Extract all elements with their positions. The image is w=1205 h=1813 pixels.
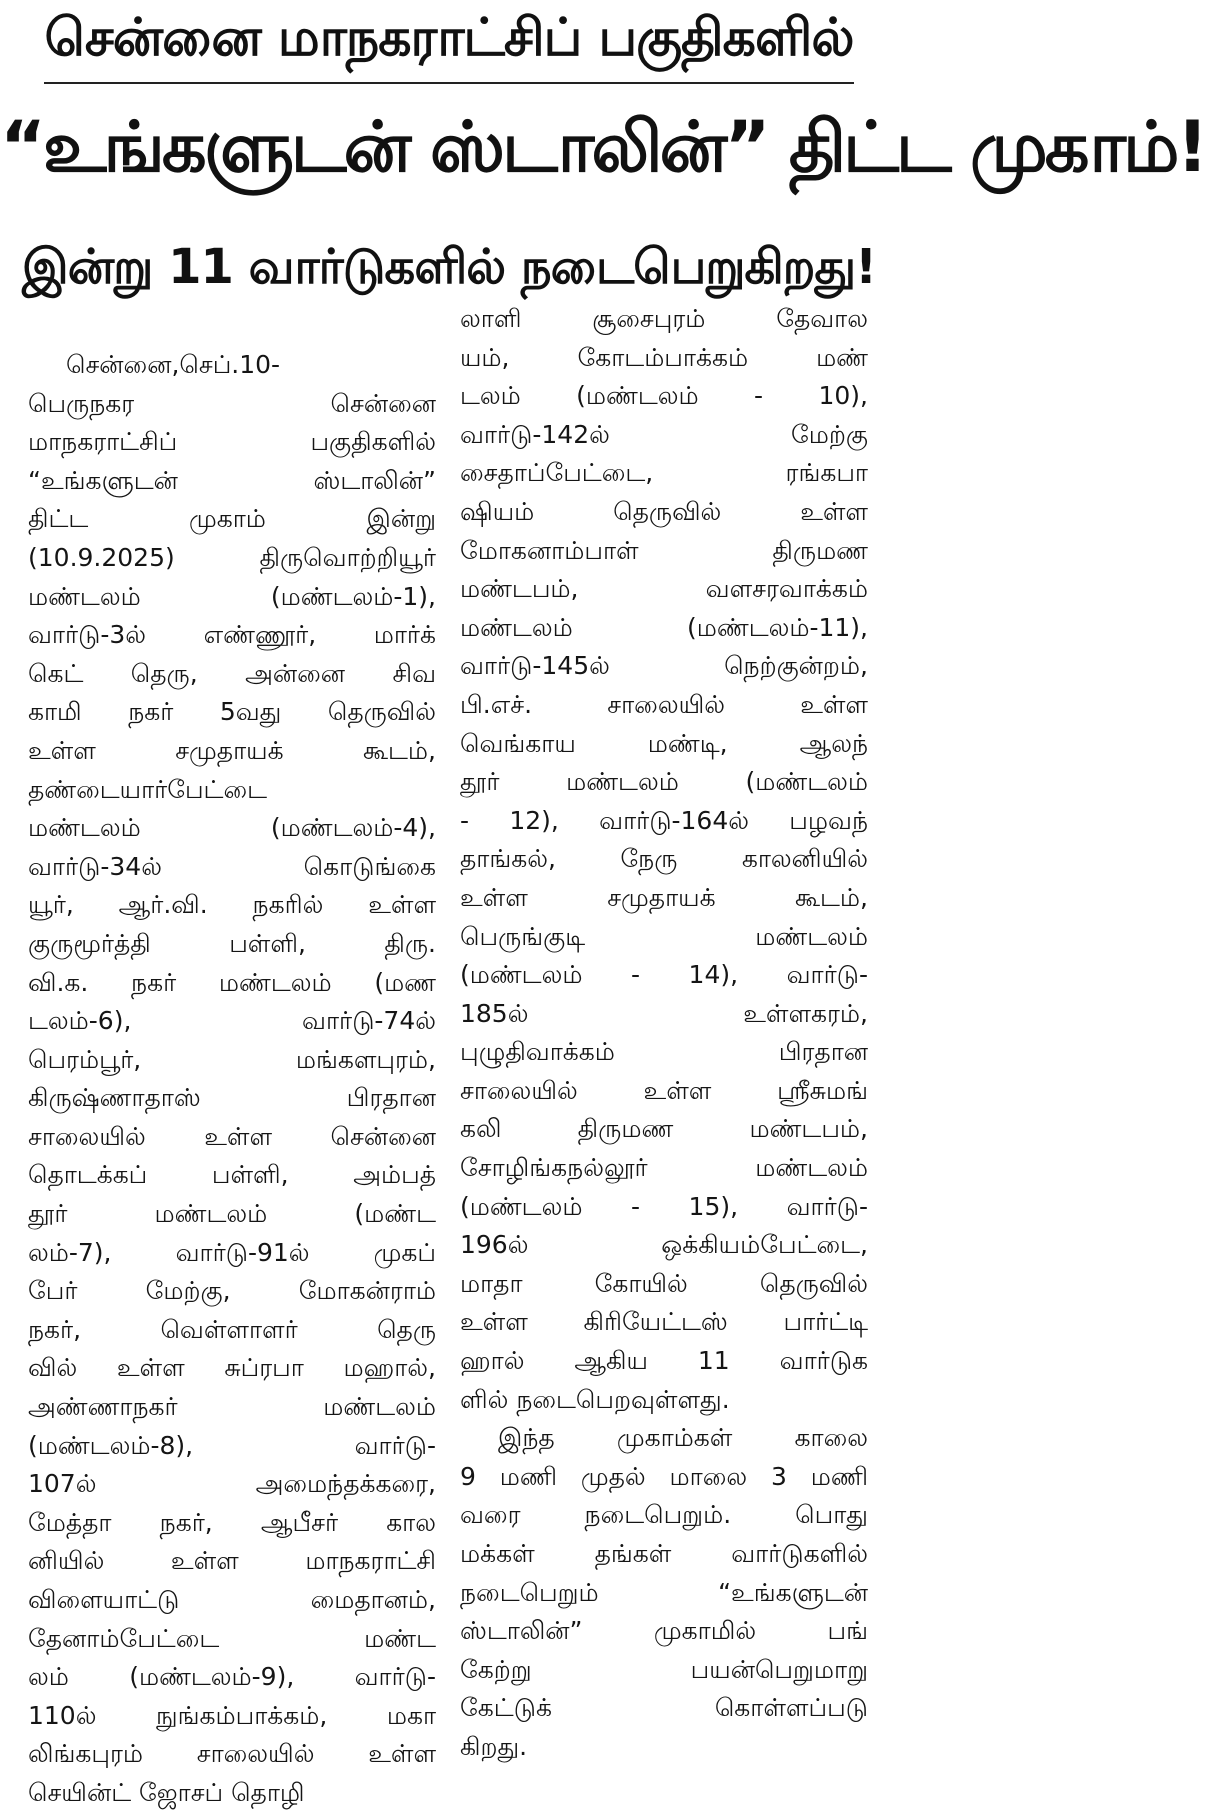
article-line: பெருநகர சென்னை [28, 388, 436, 418]
article-line: பி.எச். சாலையில் உள்ள [460, 689, 868, 719]
article-line: செயின்ட் ஜோசப் தொழி [28, 1777, 305, 1807]
article-line: மண்டலம் (மண்டலம்-11), [460, 612, 868, 642]
article-line: ஹால் ஆகிய 11 வார்டுக [460, 1346, 868, 1376]
article-line: மண்டலம் (மண்டலம்-1), [28, 581, 436, 611]
article-line: மண்டபம், வளசரவாக்கம் [460, 574, 868, 604]
article-line: வெங்காய மண்டி, ஆலந் [460, 728, 868, 758]
headline-kicker: சென்னை மாநகராட்சிப் பகுதிகளில் [44, 8, 854, 68]
article-line: யம், கோடம்பாக்கம் மண் [460, 342, 868, 372]
article-line: லாளி சூசைபுரம் தேவால [460, 304, 868, 333]
article-line: ஷியம் தெருவில் உள்ள [460, 496, 868, 526]
article-line: (மண்டலம் - 14), வார்டு- [460, 960, 868, 990]
article-line: (மண்டலம் - 15), வார்டு- [460, 1191, 868, 1221]
headline-rule [44, 82, 854, 84]
article-line: வார்டு-145ல் நெற்குன்றம், [460, 651, 868, 681]
article-line: கேற்று பயன்பெறுமாறு [460, 1654, 868, 1684]
article-line: லம் (மண்டலம்-9), வார்டு- [28, 1662, 436, 1692]
article-line: நடைபெறும் “உங்களுடன் [460, 1577, 868, 1607]
article-line: லம்-7), வார்டு-91ல் முகப் [28, 1237, 436, 1267]
article-line: லிங்கபுரம் சாலையில் உள்ள [28, 1739, 436, 1769]
article-line: 196ல் ஒக்கியம்பேட்டை, [460, 1230, 868, 1260]
article-line: கலி திருமண மண்டபம், [460, 1114, 868, 1144]
article-line: கேட்டுக் கொள்ளப்படு [460, 1693, 868, 1723]
article-line: தூர் மண்டலம் (மண்ட [28, 1199, 436, 1229]
article-line: கிறது. [460, 1731, 528, 1761]
article-line: பெருங்குடி மண்டலம் [460, 921, 868, 951]
article-column-left [28, 346, 436, 1813]
article-line: பேர் மேற்கு, மோகன்ராம் [28, 1276, 436, 1306]
article-line: வார்டு-142ல் மேற்கு [460, 419, 868, 449]
article-line: அண்ணாநகர் மண்டலம் [28, 1392, 436, 1422]
article-line: கிருஷ்ணாதாஸ் பிரதான [28, 1083, 436, 1113]
article-line: புழுதிவாக்கம் பிரதான [460, 1037, 868, 1067]
article-line: தூர் மண்டலம் (மண்டலம் [460, 767, 868, 797]
article-line: மோகனாம்பாள் திருமண [460, 535, 868, 565]
article-line: கெட் தெரு, அன்னை சிவ [28, 658, 436, 688]
article-line: னியில் உள்ள மாநகராட்சி [28, 1546, 436, 1576]
article-line: 185ல் உள்ளகரம், [460, 998, 868, 1028]
article-line: 9 மணி முதல் மாலை 3 மணி [460, 1461, 868, 1491]
article-line: 107ல் அமைந்தக்கரை, [28, 1469, 436, 1499]
article-line: தண்டையார்பேட்டை [28, 774, 268, 804]
headline-sub: இன்று 11 வார்டுகளில் நடைபெறுகிறது! [22, 239, 876, 295]
article-line: காமி நகர் 5வது தெருவில் [28, 697, 436, 727]
article-line: விளையாட்டு மைதானம், [28, 1585, 436, 1614]
article-line: உள்ள சமுதாயக் கூடம், [28, 735, 436, 765]
article-line: சாலையில் உள்ள ஸ்ரீசுமங் [460, 1075, 868, 1105]
article-line: மாதா கோயில் தெருவில் [460, 1268, 868, 1298]
article-line: டலம் (மண்டலம் - 10), [460, 381, 868, 411]
article-line: தேனாம்பேட்டை மண்ட [28, 1623, 436, 1653]
article-line: சென்னை,செப்.10- [66, 350, 281, 379]
article-column-right [460, 300, 868, 1767]
article-line: திட்ட முகாம் இன்று [28, 504, 436, 534]
article-line: டலம்-6), வார்டு-74ல் [28, 1006, 436, 1036]
article-line: 110ல் நுங்கம்பாக்கம், மகா [28, 1700, 436, 1730]
article-line: நகர், வெள்ளாளர் தெரு [28, 1314, 436, 1344]
article-line: பெரம்பூர், மங்களபுரம், [28, 1044, 436, 1074]
article-line: (10.9.2025) திருவொற்றியூர் [28, 542, 436, 572]
article-line: இந்த முகாம்கள் காலை [498, 1423, 868, 1453]
article-line: குருமூர்த்தி பள்ளி, திரு. [28, 928, 436, 958]
article-line: வரை நடைபெறும். பொது [460, 1500, 868, 1530]
article-line: வார்டு-34ல் கொடுங்கை [28, 851, 436, 881]
article-line: சைதாப்பேட்டை, ரங்கபா [460, 458, 868, 488]
article-line: மக்கள் தங்கள் வார்டுகளில் [460, 1539, 868, 1568]
article-line: தாங்கல், நேரு காலனியில் [460, 844, 868, 874]
article-line: உள்ள சமுதாயக் கூடம், [460, 882, 868, 912]
article-line: உள்ள கிரியேட்டஸ் பார்ட்டி [460, 1307, 868, 1337]
article-line: வார்டு-3ல் எண்ணூர், மார்க் [28, 620, 436, 650]
article-line: - 12), வார்டு-164ல் பழவந் [460, 805, 868, 835]
article-line: “உங்களுடன் ஸ்டாலின்” [28, 465, 436, 495]
article-line: (மண்டலம்-8), வார்டு- [28, 1430, 436, 1460]
article-line: மண்டலம் (மண்டலம்-4), [28, 813, 436, 843]
article-line: வி.க. நகர் மண்டலம் (மண [28, 967, 436, 997]
article-line: மேத்தா நகர், ஆபீசர் கால [28, 1507, 436, 1537]
article-line: வில் உள்ள சுப்ரபா மஹால், [28, 1353, 436, 1383]
headline-main: “உங்களுடன் ஸ்டாலின்” திட்ட முகாம்! [0, 106, 1205, 188]
article-line: யூர், ஆர்.வி. நகரில் உள்ள [28, 890, 436, 920]
article-line: சோழிங்கநல்லூர் மண்டலம் [460, 1153, 868, 1183]
article-line: ஸ்டாலின்” முகாமில் பங் [460, 1616, 868, 1646]
article-line: ளில் நடைபெறவுள்ளது. [460, 1384, 730, 1414]
article-line: மாநகராட்சிப் பகுதிகளில் [28, 427, 436, 457]
article-line: தொடக்கப் பள்ளி, அம்பத் [28, 1160, 436, 1190]
article-line: சாலையில் உள்ள சென்னை [28, 1121, 436, 1151]
